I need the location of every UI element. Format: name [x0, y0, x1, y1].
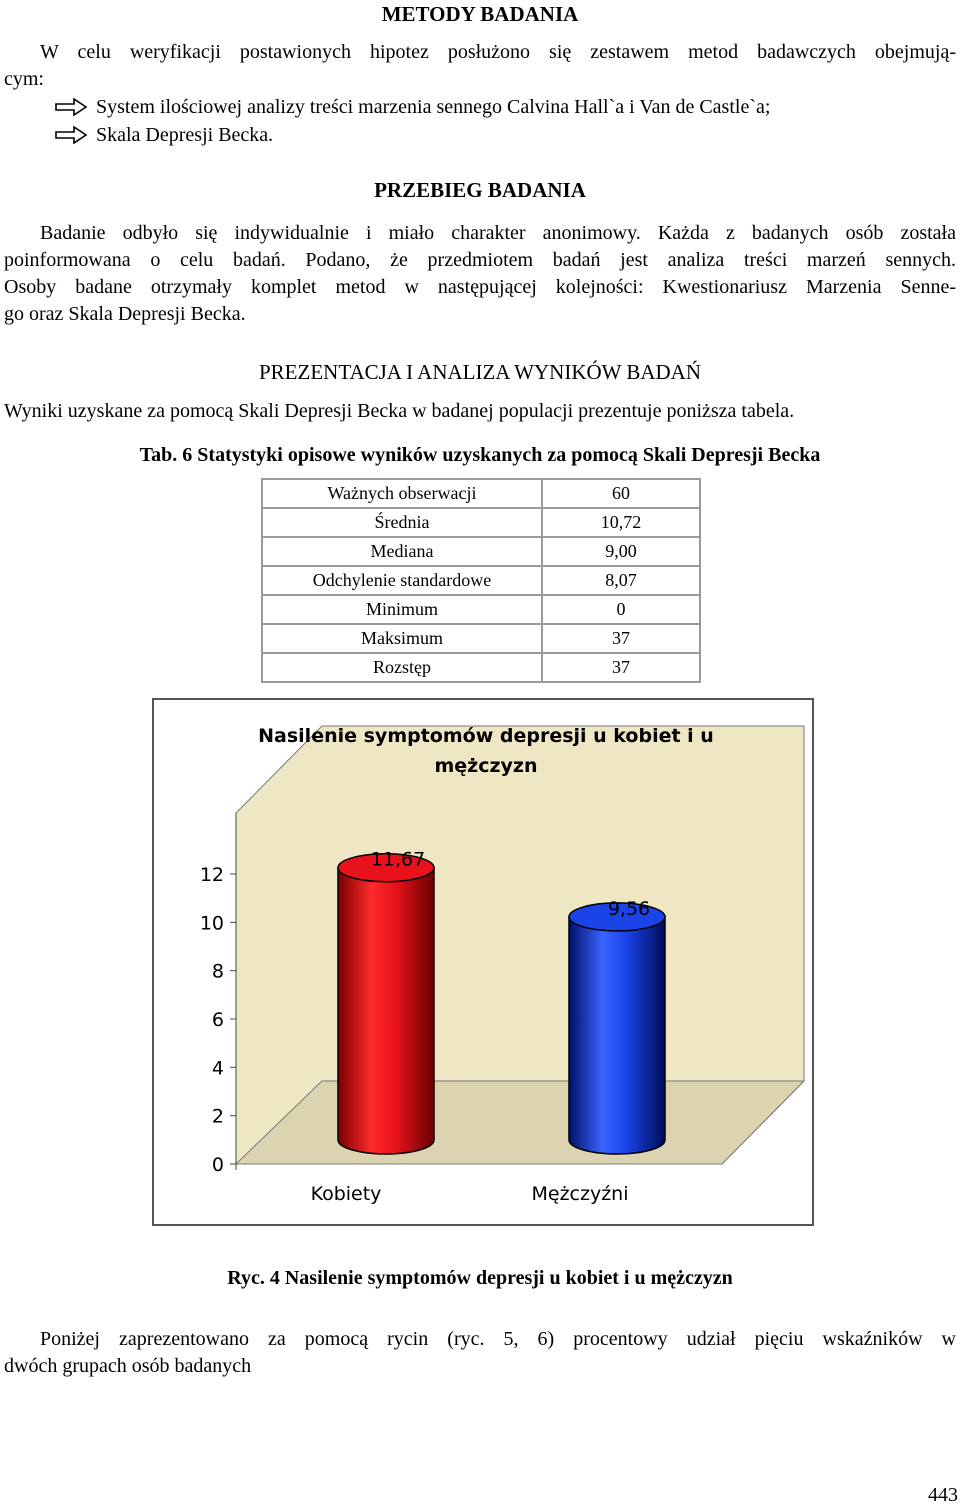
bar-data-label: 11,67 — [370, 848, 426, 871]
stat-value: 8,07 — [542, 566, 700, 595]
methods-list — [0, 96, 960, 156]
bar-chart — [154, 700, 812, 1224]
course-line-4: go oraz Skala Depresji Becka. — [4, 303, 246, 325]
y-tick-label: 0 — [211, 1154, 224, 1176]
closing-line-1: Poniżej zaprezentowano za pomocą rycin (ryc. 5, 6) procentowy udział pięciu wskaźników w — [40, 1328, 956, 1350]
stat-value: 9,00 — [542, 537, 700, 566]
stat-label: Ważnych obserwacji — [262, 479, 542, 508]
table-row — [262, 595, 700, 624]
stats-table — [261, 478, 701, 683]
course-line-3: Osoby badane otrzymały komplet metod w następującej kolejności: Kwestionariusz Marzenia Senne- — [4, 276, 956, 298]
method-item-1: System ilościowej analizy treści marzenia sennego Calvina Hall`a i Van de Castle`a; — [96, 96, 771, 118]
results-title: PREZENTACJA I ANALIZA WYNIKÓW BADAŃ — [258, 360, 702, 384]
table-caption: Tab. 6 Statystyki opisowe wyników uzyskanych za pomocą Skali Depresji Becka — [139, 444, 821, 466]
chart-title-line-1: Nasilenie symptomów depresji u kobiet i u — [258, 725, 714, 747]
chart-frame — [152, 698, 814, 1226]
figure-caption: Ryc. 4 Nasilenie symptomów depresji u kobiet i u mężczyzn — [227, 1267, 733, 1289]
stat-value: 60 — [542, 479, 700, 508]
y-tick-label: 12 — [199, 864, 224, 886]
bar-data-label: 9,56 — [607, 897, 651, 920]
closing-line-2: dwóch grupach osób badanych — [4, 1355, 252, 1377]
table-row — [262, 537, 700, 566]
stat-value: 0 — [542, 595, 700, 624]
y-tick-label: 8 — [211, 960, 224, 983]
x-category-label: Kobiety — [310, 1183, 382, 1205]
chart-floor — [236, 1081, 804, 1164]
y-tick-label: 10 — [199, 912, 224, 935]
bar-Mężczyźni — [569, 903, 665, 1154]
methods-intro-line-1: W celu weryfikacji postawionych hipotez posłużono się zestawem metod badawczych obejmują- — [40, 41, 956, 63]
stat-label: Odchylenie standardowe — [262, 566, 542, 595]
stat-value: 10,72 — [542, 508, 700, 537]
stat-label: Minimum — [262, 595, 542, 624]
y-tick-label: 2 — [211, 1105, 224, 1128]
y-tick-label: 6 — [211, 1009, 224, 1031]
stat-label: Średnia — [262, 508, 542, 537]
bar-body — [569, 917, 665, 1154]
course-title: PRZEBIEG BADANIA — [374, 178, 586, 202]
course-line-2: poinformowana o celu badań. Podano, że przedmiotem badań jest analiza treści marzeń sennych. — [4, 249, 956, 271]
table-row — [262, 479, 700, 508]
arrow-bullet-icon — [54, 98, 88, 121]
methods-title: METODY BADANIA — [381, 2, 579, 26]
table-row — [262, 508, 700, 537]
table-row — [262, 653, 700, 682]
x-category-label: Mężczyźni — [531, 1183, 629, 1205]
stat-label: Maksimum — [262, 624, 542, 653]
y-tick-label: 4 — [211, 1057, 224, 1080]
course-line-1: Badanie odbyło się indywidualnie i miało charakter anonimowy. Każda z badanych osób została — [40, 222, 956, 244]
table-row — [262, 624, 700, 653]
stat-value: 37 — [542, 653, 700, 682]
results-intro: Wyniki uzyskane za pomocą Skali Depresji Becka w badanej populacji prezentuje poniższa tabela. — [4, 400, 795, 422]
bar-body — [338, 868, 434, 1154]
chart-title-line-2: mężczyzn — [434, 755, 538, 777]
methods-intro-line-2: cym: — [4, 68, 44, 90]
arrow-bullet-icon — [54, 126, 88, 149]
page-number: 443 — [928, 1484, 958, 1506]
table-row — [262, 566, 700, 595]
stat-label: Mediana — [262, 537, 542, 566]
method-item-2: Skala Depresji Becka. — [96, 124, 274, 146]
bar-Kobiety — [338, 854, 434, 1154]
stat-value: 37 — [542, 624, 700, 653]
stat-label: Rozstęp — [262, 653, 542, 682]
